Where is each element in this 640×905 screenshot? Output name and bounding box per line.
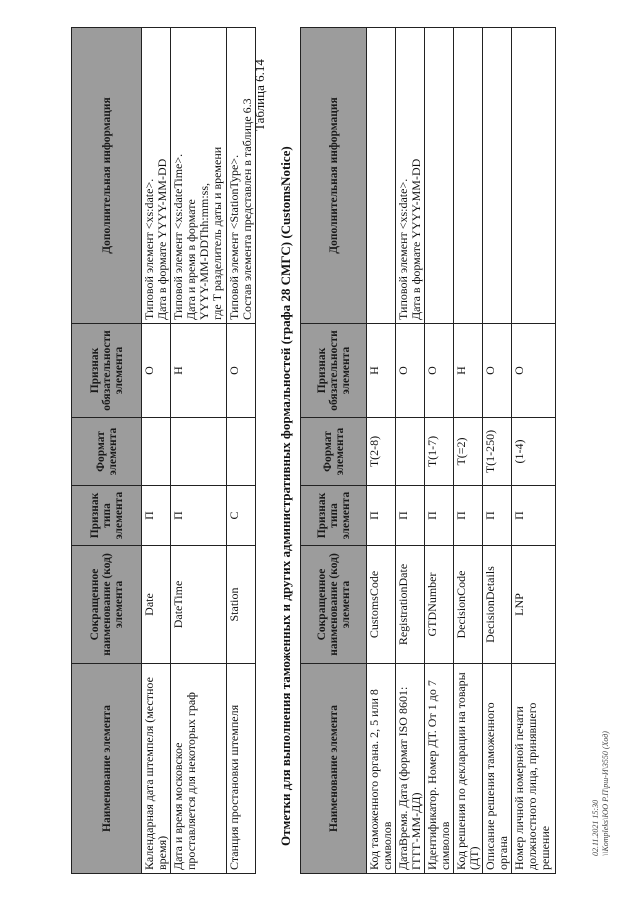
table-1-header: Наименование элемента (72, 664, 142, 874)
table-2 (300, 27, 556, 874)
table-2-header: Признак типа элемента (301, 486, 367, 546)
cell-required: Н (367, 324, 396, 418)
table-1-header: Дополнительная информация (72, 28, 142, 324)
cell-element-name: Дата и время московское проставляется для некоторых граф (171, 664, 227, 874)
cell-format (171, 418, 227, 486)
cell-format: (1-4) (512, 418, 556, 486)
print-stamp-date: 02.11.2021 15:30 (591, 799, 600, 856)
cell-type: П (171, 486, 227, 546)
cell-element-name: ДатаВремя. Дата (формат ISO 8601: ГГГГ-ММ-ДД) (396, 664, 425, 874)
table-2-header: Сокращенное наименование (код) элемента (301, 546, 367, 664)
cell-format: T(=2) (454, 418, 483, 486)
cell-info: Типовой элемент <xs:date>. Дата в формате YYYY-MM-DD (396, 28, 425, 324)
cell-type: П (396, 486, 425, 546)
cell-code: Station (227, 546, 256, 664)
table-2-header: Признак обязательности элемента (301, 324, 367, 418)
table-row (512, 28, 556, 874)
cell-info: Типовой элемент <xs:dateTime>. Дата и время в формате YYYY-MM-DDThh:mm:ss, где T разделитель даты и времени (171, 28, 227, 324)
cell-info (512, 28, 556, 324)
table-1 (71, 27, 256, 874)
cell-info: Типовой элемент <StationType>. Состав элемента представлен в таблице 6.3 (227, 28, 256, 324)
cell-info (425, 28, 454, 324)
table-row (171, 28, 227, 874)
cell-info (454, 28, 483, 324)
table-row (367, 28, 396, 874)
cell-type: П (367, 486, 396, 546)
cell-format: T(1-7) (425, 418, 454, 486)
cell-code: Date (142, 546, 171, 664)
cell-required: О (227, 324, 256, 418)
table-2-header: Дополнительная информация (301, 28, 367, 324)
cell-required: О (483, 324, 512, 418)
cell-info (483, 28, 512, 324)
table-1-header-row (72, 28, 142, 874)
cell-required: О (142, 324, 171, 418)
table-1-header: Формат элемента (72, 418, 142, 486)
cell-required: Н (171, 324, 227, 418)
cell-element-name: Код решения по декларации на товары (ДТ) (454, 664, 483, 874)
cell-type: П (425, 486, 454, 546)
table-title: Отметки для выполнения таможенных и других административных формальностей (графа 28 СМГС) (CustomsNotice) (278, 146, 293, 846)
cell-code: CustomsCode (367, 546, 396, 664)
table-1-header: Признак обязательности элемента (72, 324, 142, 418)
table-row (142, 28, 171, 874)
cell-format (396, 418, 425, 486)
cell-element-name: Календарная дата штемпеля (местное время) (142, 664, 171, 874)
cell-element-name: Код таможенного органа. 2, 5 или 8 символов (367, 664, 396, 874)
cell-code: LNP (512, 546, 556, 664)
table-row (396, 28, 425, 874)
cell-info: Типовой элемент <xs:date>. Дата в формате YYYY-MM-DD (142, 28, 171, 324)
cell-format (227, 418, 256, 486)
cell-type: П (142, 486, 171, 546)
cell-format: T(2-8) (367, 418, 396, 486)
cell-required: О (396, 324, 425, 418)
cell-element-name: Описание решения таможенного органа (483, 664, 512, 874)
table-number: Таблица 6.14 (252, 59, 267, 131)
table-1-header: Сокращенное наименование (код) элемента (72, 546, 142, 664)
cell-required: О (512, 324, 556, 418)
table-1-header: Признак типа элемента (72, 486, 142, 546)
table-row (454, 28, 483, 874)
table-row (227, 28, 256, 874)
cell-code: DecisionCode (454, 546, 483, 664)
cell-code: RegistrationDate (396, 546, 425, 664)
cell-code: DateTime (171, 546, 227, 664)
cell-element-name: Номер личной номерной печати должностного лица, принявшего решение (512, 664, 556, 874)
cell-type: П (512, 486, 556, 546)
table-1-container (71, 28, 256, 874)
cell-required: Н (454, 324, 483, 418)
cell-element-name: Станция простановки штемпеля (227, 664, 256, 874)
table-row (425, 28, 454, 874)
table-2-header: Наименование элемента (301, 664, 367, 874)
print-stamp-path: \\Kompleks\ЮО Р.П\рш-И\3550 (Ход) (601, 731, 610, 856)
cell-code: GTDNumber (425, 546, 454, 664)
table-row (483, 28, 512, 874)
cell-required: О (425, 324, 454, 418)
cell-type: П (454, 486, 483, 546)
table-2-container (300, 28, 556, 874)
cell-type: П (483, 486, 512, 546)
table-2-header: Формат элемента (301, 418, 367, 486)
cell-type: С (227, 486, 256, 546)
cell-format (142, 418, 171, 486)
cell-element-name: Идентификатор. Номер ДТ. От 1 до 7 символов (425, 664, 454, 874)
cell-info (367, 28, 396, 324)
cell-format: T(1-250) (483, 418, 512, 486)
table-2-header-row (301, 28, 367, 874)
cell-code: DecisionDetails (483, 546, 512, 664)
